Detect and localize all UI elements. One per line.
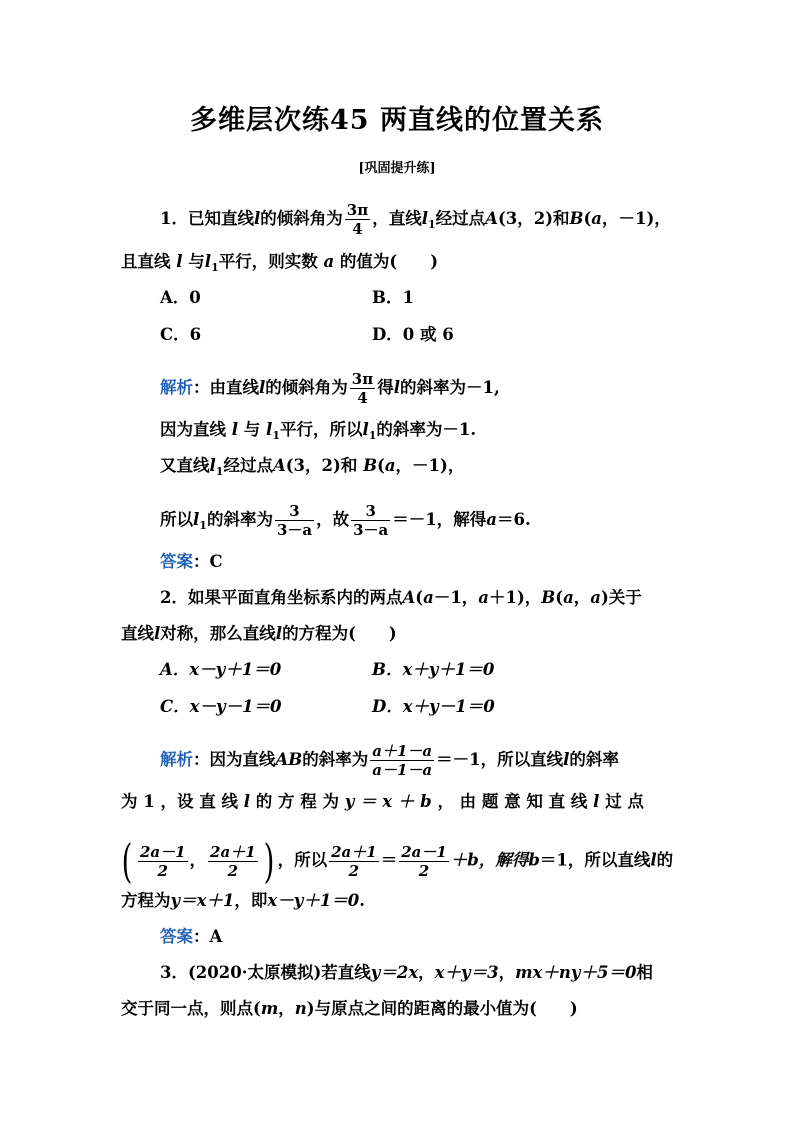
text: 的斜率为－1, xyxy=(399,378,500,397)
text: 的 方 程 为 xyxy=(255,792,339,811)
numerator: 3 xyxy=(275,502,314,521)
fraction xyxy=(350,370,375,407)
numerator: 2a＋1 xyxy=(331,842,377,861)
text: 3．(2020·太原模拟)若直线 xyxy=(160,963,371,982)
denominator: 2 xyxy=(418,861,430,880)
fraction xyxy=(399,843,449,880)
var: a xyxy=(563,588,574,607)
numerator: 2a－1 xyxy=(139,842,186,861)
question-2-option-b: B．x＋y＋1＝0 xyxy=(372,660,495,679)
question-2-line-2 xyxy=(121,624,397,644)
denominator: 4 xyxy=(352,220,363,238)
subscript: 1 xyxy=(368,429,377,442)
text: 相 xyxy=(636,963,653,982)
text: (3，2)和 xyxy=(285,456,358,475)
text: 且直线 xyxy=(121,252,171,271)
question-1-option-b: B．1 xyxy=(372,288,414,307)
question-2-option-a: A．x－y＋1＝0 xyxy=(160,660,282,679)
solution-2-line-1 xyxy=(160,742,619,779)
solution-label: 解析 xyxy=(160,378,193,397)
left-paren: ( xyxy=(121,834,133,888)
question-3-line-2 xyxy=(121,999,578,1019)
text: ( xyxy=(555,588,564,607)
question-3-line-1 xyxy=(160,963,653,983)
subscript: 1 xyxy=(215,465,224,478)
text: 2．如果平面直角坐标系内的两点 xyxy=(160,588,403,607)
var: b xyxy=(528,850,540,870)
text: ＝1，所以直线 xyxy=(539,850,651,870)
var: l xyxy=(243,792,250,811)
text: 平行，所以 xyxy=(279,420,363,439)
var: AB xyxy=(275,750,303,769)
subscript: 1 xyxy=(427,218,436,231)
fraction xyxy=(138,843,188,880)
denominator: 4 xyxy=(357,389,368,407)
text: ，直线 xyxy=(372,209,422,228)
var: A xyxy=(485,209,498,228)
text: 过 点 xyxy=(605,792,644,811)
text: 的斜率 xyxy=(569,750,619,769)
text: 所以 xyxy=(160,510,193,529)
text: 和 xyxy=(553,209,570,228)
text: ：由直线 xyxy=(193,378,259,397)
solution-2-line-2 xyxy=(121,792,644,812)
text: )关于 xyxy=(600,588,642,607)
fraction xyxy=(351,502,390,539)
var: l xyxy=(259,378,266,397)
var: B xyxy=(569,209,584,228)
equation: mx＋ny＋5＝0 xyxy=(515,963,637,982)
numerator: 2a＋1 xyxy=(210,842,256,861)
text: ， xyxy=(498,963,516,982)
text: 与 xyxy=(243,420,261,439)
text: ， xyxy=(189,850,207,870)
text: 又直线 xyxy=(160,456,210,475)
equation: x－y＋1＝0 xyxy=(267,891,360,910)
question-1-line-2 xyxy=(121,252,438,278)
text: 对称，那么直线 xyxy=(160,624,276,643)
text: (3，2) xyxy=(497,209,554,228)
question-2-option-c: C．x－y－1＝0 xyxy=(160,697,282,716)
text: 方程为 xyxy=(121,891,171,910)
text: 的倾斜角为 xyxy=(265,378,348,397)
var: a xyxy=(423,588,434,607)
text: )与原点之间的距离的最小值为( ) xyxy=(306,999,578,1018)
var: l xyxy=(275,624,283,643)
var: A xyxy=(272,456,286,475)
var: l xyxy=(362,420,369,439)
question-2-option-d: D．x＋y－1＝0 xyxy=(372,697,495,716)
text: ＋1)， xyxy=(489,588,542,607)
text: ＋b，解得 xyxy=(450,850,529,870)
subscript: 1 xyxy=(199,519,207,532)
text: 的倾斜角为 xyxy=(260,209,343,228)
question-1-option-a: A．0 xyxy=(160,288,201,307)
text: 经过点 xyxy=(223,456,273,475)
var: m xyxy=(260,999,279,1018)
text: . xyxy=(359,891,366,910)
answer-2 xyxy=(160,927,222,947)
solution-label: 解析 xyxy=(160,750,193,769)
answer-label: 答案 xyxy=(160,927,193,946)
var: a xyxy=(486,510,497,529)
answer-value: ：A xyxy=(193,927,223,946)
text: 的斜率为 xyxy=(206,510,273,529)
fraction xyxy=(208,843,258,880)
text: 的 xyxy=(656,850,674,870)
numerator: 3π xyxy=(351,370,374,388)
text: 的斜率为－1. xyxy=(376,420,477,439)
denominator: 2 xyxy=(157,861,168,880)
text: 的方程为( ) xyxy=(282,624,397,643)
text: 与 xyxy=(188,252,205,271)
var: a xyxy=(323,252,335,271)
var: l xyxy=(593,792,600,811)
equation: y＝x＋1 xyxy=(170,891,235,910)
var: l xyxy=(563,750,570,769)
subscript: 1 xyxy=(211,261,219,274)
solution-1-line-1 xyxy=(160,370,500,407)
equation: y ＝ x ＋ b xyxy=(344,792,432,811)
text: 平行，则实数 xyxy=(218,252,318,271)
var: a xyxy=(591,209,602,228)
solution-1-line-2 xyxy=(160,420,476,446)
text: ( xyxy=(415,588,424,607)
answer-value: ：C xyxy=(193,552,223,571)
var: A xyxy=(402,588,416,607)
var: l xyxy=(209,456,216,475)
answer-label: 答案 xyxy=(160,552,193,571)
text: ， 由 题 意 知 直 线 xyxy=(437,792,588,811)
var: a xyxy=(590,588,601,607)
fraction xyxy=(345,201,370,238)
section-subtitle: [巩固提升练] xyxy=(358,161,436,176)
var: l xyxy=(650,850,657,870)
solution-2-line-3 xyxy=(118,834,674,888)
text: ， xyxy=(573,588,591,607)
text: 1．已知直线 xyxy=(160,209,254,228)
text: ，所以 xyxy=(277,850,328,870)
var: B xyxy=(541,588,556,607)
var: l xyxy=(393,378,400,397)
solution-1-line-3 xyxy=(160,456,464,482)
var: l xyxy=(421,209,428,228)
solution-1-line-4 xyxy=(160,502,531,539)
denominator: 3－a xyxy=(353,521,389,539)
var: a xyxy=(478,588,489,607)
text: 得 xyxy=(377,378,394,397)
var: l xyxy=(253,209,261,228)
text: 的值为( ) xyxy=(339,252,439,271)
var: l xyxy=(176,252,183,271)
text: ：因为直线 xyxy=(193,750,276,769)
solution-2-line-4 xyxy=(121,891,365,911)
text: ＝－1，解得 xyxy=(392,510,487,529)
text: ，－1)， xyxy=(395,456,465,475)
text: 因为直线 xyxy=(160,420,226,439)
text: ＝－1，所以直线 xyxy=(436,750,564,769)
question-1-option-d: D．0 或 6 xyxy=(372,325,454,344)
text: ( xyxy=(377,456,385,475)
question-2-line-1 xyxy=(160,588,642,608)
numerator: a＋1－a xyxy=(372,742,433,760)
text: ， xyxy=(278,999,295,1018)
fraction xyxy=(329,843,379,880)
text: ＝ xyxy=(380,850,398,870)
text: 交于同一点，则点( xyxy=(121,999,261,1018)
equation: x＋y＝3 xyxy=(434,963,499,982)
answer-1 xyxy=(160,552,223,572)
numerator: 3 xyxy=(351,502,390,521)
question-1-option-c: C．6 xyxy=(160,325,202,344)
var: B xyxy=(363,456,378,475)
text: ＝6. xyxy=(496,510,531,529)
equation: y＝2x xyxy=(370,963,419,982)
denominator: a－1－a xyxy=(372,761,433,779)
text: 的斜率为 xyxy=(302,750,369,769)
subscript: 1 xyxy=(272,429,280,442)
denominator: 3－a xyxy=(276,521,313,539)
fraction xyxy=(370,742,434,779)
text: ，故 xyxy=(316,510,350,529)
var: l xyxy=(154,624,161,643)
text: 直线 xyxy=(121,624,154,643)
text: ( xyxy=(583,209,592,228)
numerator: 2a－1 xyxy=(401,842,447,861)
text: 为 1 ，设 直 线 xyxy=(121,792,238,811)
text: ， xyxy=(418,963,435,982)
right-paren: ) xyxy=(263,834,275,888)
text: ，－1)， xyxy=(601,209,671,228)
text: －1， xyxy=(433,588,479,607)
denominator: 2 xyxy=(227,861,239,880)
var: l xyxy=(231,420,239,439)
var: l xyxy=(193,510,200,529)
numerator: 3π xyxy=(346,201,369,219)
text: ，即 xyxy=(234,891,268,910)
var: a xyxy=(384,456,396,475)
denominator: 2 xyxy=(348,861,360,880)
var: l xyxy=(204,252,212,271)
text: 经过点 xyxy=(435,209,486,228)
page-title: 多维层次练45 两直线的位置关系 xyxy=(190,105,604,136)
fraction xyxy=(275,502,314,539)
var: l xyxy=(266,420,273,439)
var: n xyxy=(294,999,307,1018)
question-1-line-1 xyxy=(160,201,671,238)
